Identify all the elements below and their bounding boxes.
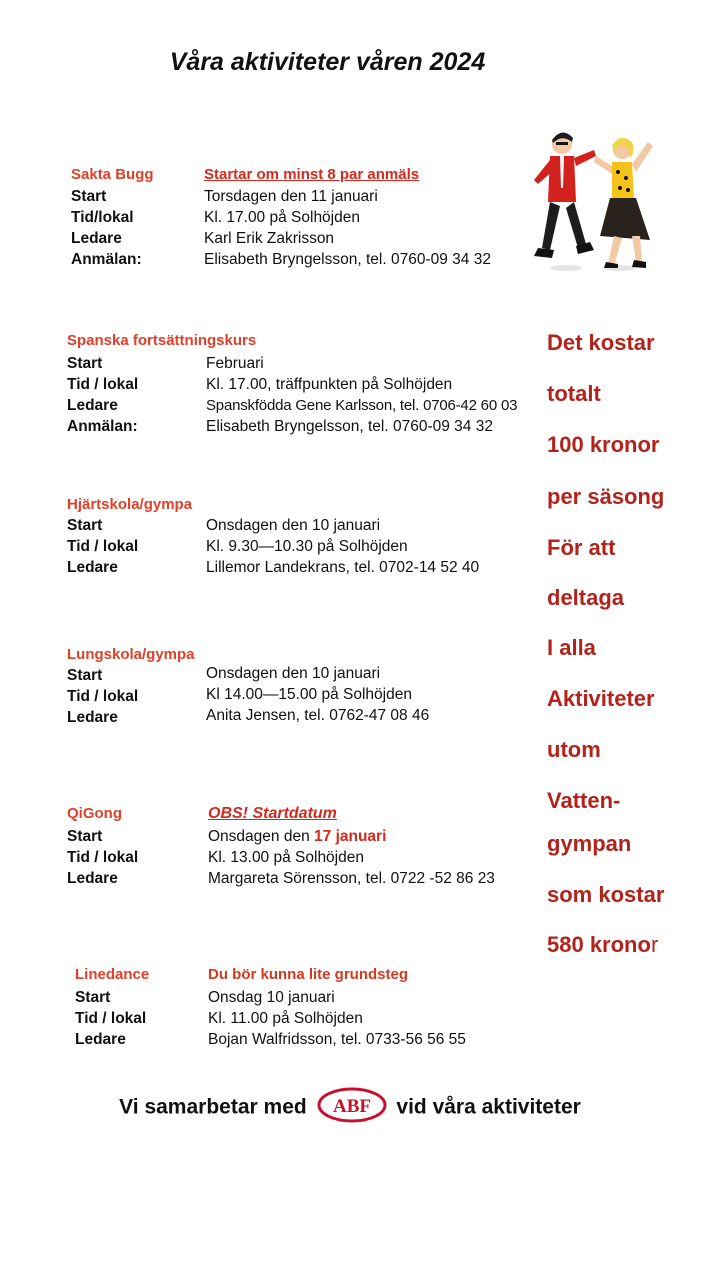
price-line: Aktiviteter	[547, 686, 655, 711]
row-value: Spanskfödda Gene Karlsson, tel. 0706-42 60 03	[206, 397, 518, 414]
activity-note-linedance: Du bör kunna lite grundsteg	[208, 966, 409, 983]
row-label: Start	[67, 355, 103, 372]
activity-values-qigong	[208, 826, 495, 889]
activity-values-spanska	[206, 353, 517, 437]
start-date-highlight: 17 januari	[314, 828, 387, 845]
row-value: Elisabeth Bryngelsson, tel. 0760-09 34 32	[206, 418, 493, 435]
activity-title-lungskola: Lungskola/gympa	[67, 646, 195, 663]
page-title: Våra aktiviteter våren 2024	[169, 48, 486, 76]
price-line: deltaga	[547, 585, 625, 610]
row-label: Ledare	[67, 397, 118, 414]
row-value: Kl. 13.00 på Solhöjden	[208, 849, 364, 866]
price-line: För att	[547, 535, 616, 560]
row-label: Start	[75, 989, 111, 1006]
row-value: Bojan Walfridsson, tel. 0733-56 56 55	[208, 1031, 466, 1048]
row-value: Kl. 17.00, träffpunkten på Solhöjden	[206, 376, 453, 393]
activity-title-spanska: Spanska fortsättningskurs	[67, 332, 257, 349]
activity-title-hjartskola: Hjärtskola/gympa	[67, 496, 193, 513]
activity-rows-hjartskola	[67, 515, 138, 578]
row-label: Start	[71, 188, 107, 205]
footer-cooperation	[0, 1090, 700, 1126]
row-value: Karl Erik Zakrisson	[204, 230, 335, 247]
activity-rows-linedance	[75, 987, 146, 1050]
activity-title-linedance: Linedance	[75, 966, 150, 983]
row-label: Ledare	[75, 1031, 126, 1048]
abf-logo	[317, 1087, 387, 1123]
row-label: Tid/lokal	[71, 209, 134, 226]
price-line: totalt	[547, 381, 601, 406]
price-line: Det kostar	[547, 330, 655, 355]
row-label: Tid / lokal	[67, 538, 139, 555]
row-label: Tid / lokal	[67, 376, 139, 393]
row-label: Anmälan:	[71, 251, 142, 268]
dancing-couple-illustration	[528, 128, 658, 273]
price-line-last	[547, 932, 658, 958]
row-label: Anmälan:	[67, 418, 138, 435]
row-value: Torsdagen den 11 januari	[204, 188, 378, 205]
row-label: Start	[67, 667, 103, 684]
row-value: Kl. 11.00 på Solhöjden	[208, 1010, 363, 1027]
activity-rows-qigong	[67, 826, 138, 889]
activity-values-linedance	[208, 987, 466, 1050]
activity-values-lungskola	[206, 663, 429, 726]
price-line: Vatten-	[547, 788, 621, 813]
row-label: Start	[67, 517, 103, 534]
price-line-last-char: r	[650, 932, 659, 957]
row-value: Kl. 17.00 på Solhöjden	[204, 209, 360, 226]
row-label: Ledare	[67, 709, 118, 726]
row-value: Margareta Sörensson, tel. 0722 -52 86 23	[208, 870, 495, 887]
row-label: Ledare	[67, 559, 118, 576]
row-label: Start	[67, 828, 103, 845]
price-line: som kostar	[547, 882, 665, 907]
activity-rows-spanska	[67, 353, 138, 437]
activity-values-sakta-bugg	[204, 186, 491, 270]
activity-note-qigong: OBS! Startdatum	[208, 805, 337, 822]
row-value: Februari	[206, 355, 264, 372]
row-value	[208, 826, 495, 847]
row-value: Onsdagen den 10 januari	[206, 517, 381, 534]
price-line: gympan	[547, 831, 632, 856]
row-label: Tid / lokal	[67, 849, 139, 866]
footer-text-after: vid våra aktiviteter	[396, 1095, 581, 1119]
price-line: utom	[547, 737, 601, 762]
footer-text-before: Vi samarbetar med	[119, 1095, 307, 1119]
price-line: I alla	[547, 635, 596, 660]
row-label: Ledare	[67, 870, 118, 887]
activity-values-hjartskola	[206, 515, 479, 578]
row-value: Kl 14.00—15.00 på Solhöjden	[206, 686, 412, 703]
activity-title-sakta-bugg: Sakta Bugg	[71, 166, 154, 183]
row-value: Kl. 9.30—10.30 på Solhöjden	[206, 538, 408, 555]
abf-logo-text: ABF	[332, 1096, 371, 1117]
row-value: Anita Jensen, tel. 0762-47 08 46	[206, 707, 430, 724]
row-label: Ledare	[71, 230, 122, 247]
price-line-text: 580 krono	[547, 932, 651, 957]
activity-rows-lungskola	[67, 665, 138, 728]
row-value: Elisabeth Bryngelsson, tel. 0760-09 34 32	[204, 251, 491, 268]
activity-title-qigong: QiGong	[67, 805, 122, 822]
activity-note-sakta-bugg: Startar om minst 8 par anmäls	[204, 166, 420, 183]
row-value: Onsdagen den 10 januari	[206, 665, 381, 682]
row-label: Tid / lokal	[75, 1010, 147, 1027]
row-value-text: Onsdagen den	[208, 828, 310, 845]
row-value: Lillemor Landekrans, tel. 0702-14 52 40	[206, 559, 480, 576]
price-line: per säsong	[547, 484, 665, 509]
row-label: Tid / lokal	[67, 688, 139, 705]
row-value: Onsdag 10 januari	[208, 989, 335, 1006]
price-line: 100 kronor	[547, 432, 660, 457]
